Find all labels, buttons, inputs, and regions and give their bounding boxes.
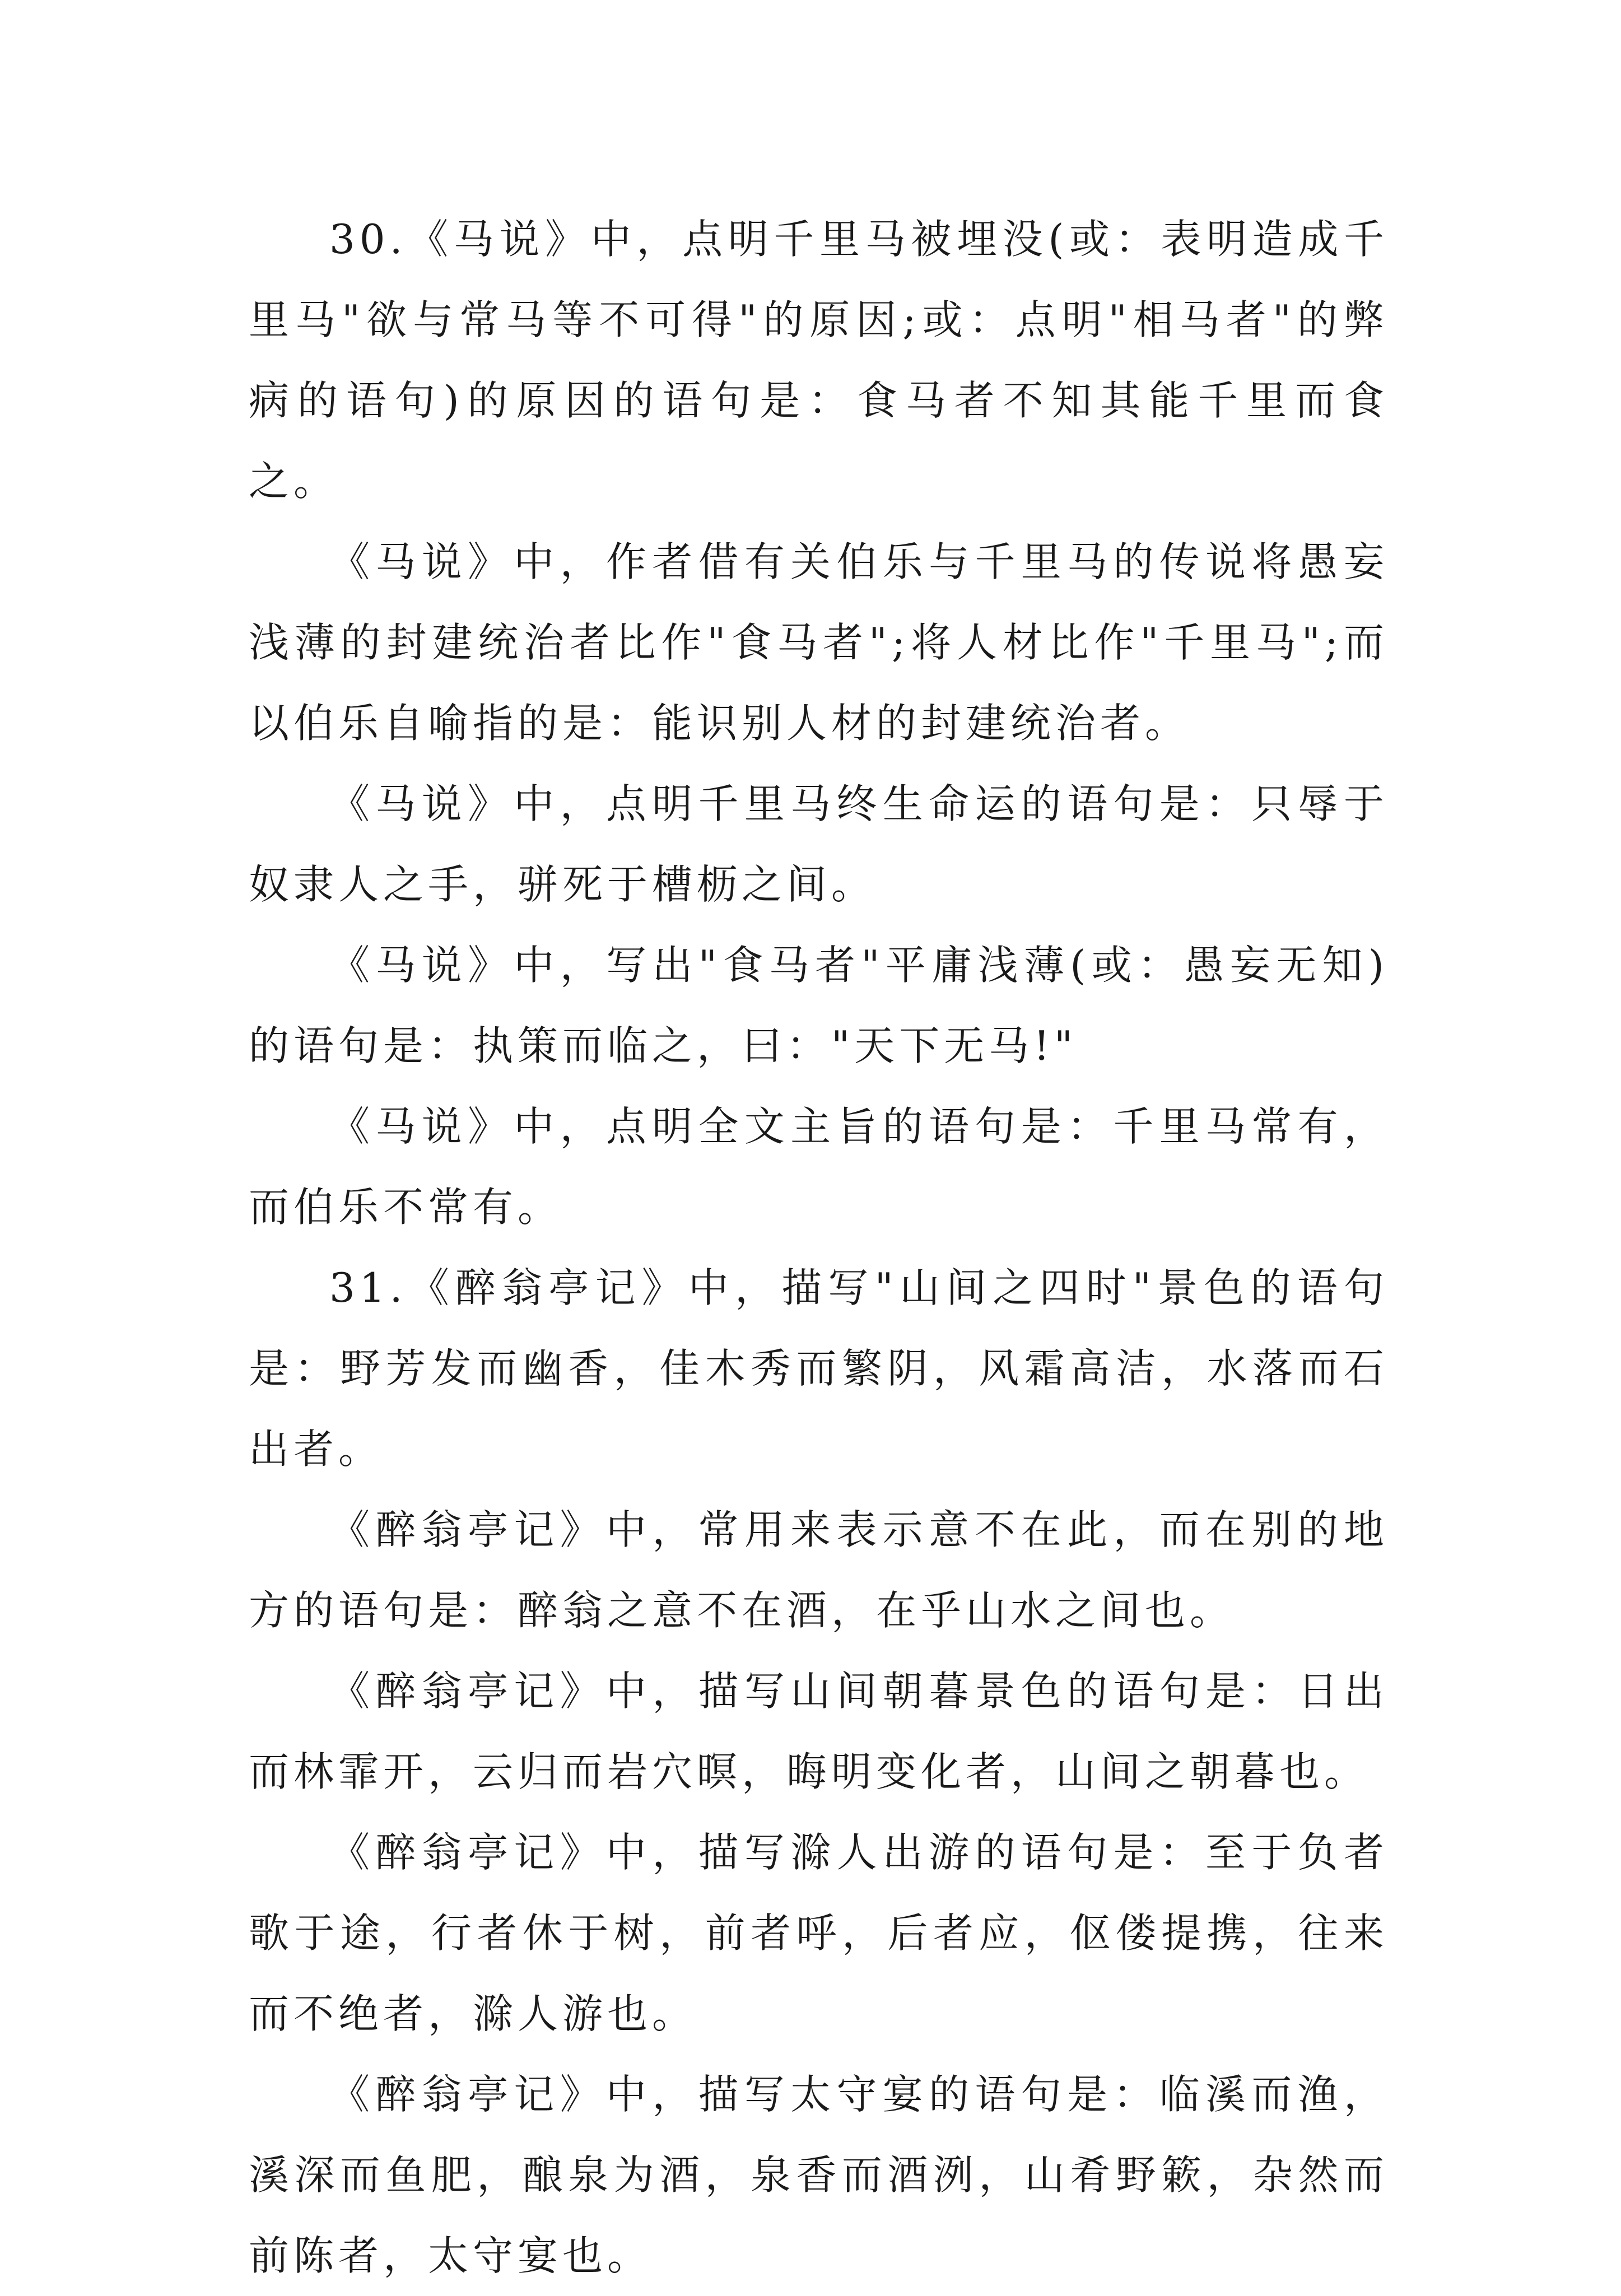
document-body — [249, 199, 1389, 2296]
paragraph-31-2: 《醉翁亭记》中，常用来表示意不在此，而在别的地方的语句是：醉翁之意不在酒，在乎山水之间也。 — [249, 1506, 1389, 1634]
paragraph-30-5: 《马说》中，点明全文主旨的语句是：千里马常有，而伯乐不常有。 — [249, 1103, 1389, 1231]
paragraph-30-2: 《马说》中，作者借有关伯乐与千里马的传说将愚妄浅薄的封建统治者比作"食马者";将人材比作"千里马";而以伯乐自喻指的是：能识别人材的封建统治者。 — [249, 538, 1389, 747]
paragraph-31-4: 《醉翁亭记》中，描写滁人出游的语句是：至于负者歌于途，行者休于树，前者呼，后者应，伛偻提携，往来而不绝者，滁人游也。 — [249, 1829, 1389, 2037]
paragraph-31-3: 《醉翁亭记》中，描写山间朝暮景色的语句是：日出而林霏开，云归而岩穴暝，晦明变化者，山间之朝暮也。 — [249, 1668, 1389, 1795]
paragraph-31-1: 31.《醉翁亭记》中，描写"山间之四时"景色的语句是：野芳发而幽香，佳木秀而繁阴，风霜高洁，水落而石出者。 — [249, 1264, 1389, 1473]
paragraph-30-3: 《马说》中，点明千里马终生命运的语句是：只辱于奴隶人之手，骈死于槽枥之间。 — [249, 780, 1389, 908]
paragraph-30-4: 《马说》中，写出"食马者"平庸浅薄(或：愚妄无知)的语句是：执策而临之，曰："天下无马!" — [249, 942, 1389, 1069]
paragraph-31-5: 《醉翁亭记》中，描写太守宴的语句是：临溪而渔，溪深而鱼肥，酿泉为酒，泉香而酒洌，山肴野簌，杂然而前陈者，太守宴也。 — [249, 2071, 1389, 2279]
paragraph-30-1: 30.《马说》中，点明千里马被埋没(或：表明造成千里马"欲与常马等不可得"的原因;或：点明"相马者"的弊病的语句)的原因的语句是：食马者不知其能千里而食之。 — [249, 216, 1389, 505]
